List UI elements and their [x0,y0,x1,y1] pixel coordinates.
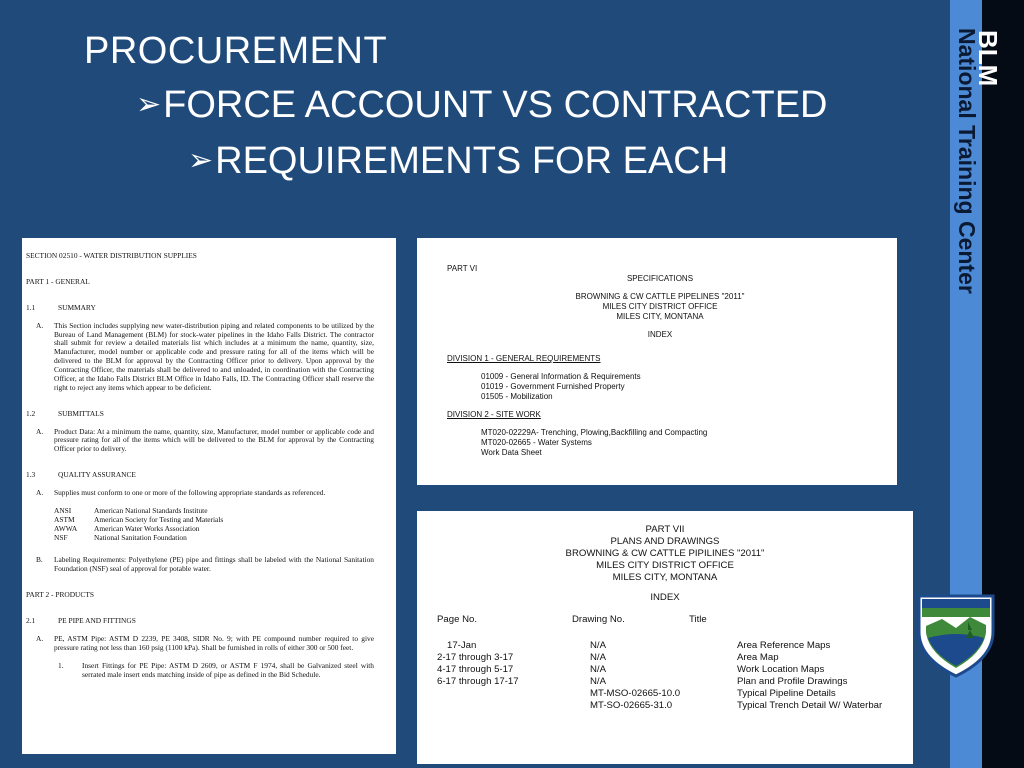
doc3-project: BROWNING & CW CATTLE PIPILINES "2011" [565,547,765,559]
doc2-division1: DIVISION 1 - GENERAL REQUIREMENTS [447,354,601,363]
doc1-part2: PART 2 - PRODUCTS [26,590,94,600]
doc1-s13b [26,556,374,574]
item-text: This Section includes supplying new water-distribution piping and related components to be utilized by the Bureau of Land Management (BLM) for stock-water pipelines in the Idaho Falls District. The contractor shall submit for review a detailed materials list which includes at a minimum the name, quantity, size, Manufacturer, model number or applicable code and pressure rating for all of the items which will be delivered to the BLM for approval by the Contracting Officer prior to delivery. Upon approval by the Contracting Officer, the materials shall be delivered to and unloaded, in coordination with the Contracting Officer, at the Idaho Falls District BLM Office in Idaho Falls, ID. The Contracting Officer shall reserve the right to reject any items which appear to be deficient. [54,320,374,392]
table-row: MT-SO-02665-31.0 Typical Trench Detail W/ Waterbar [590,699,883,711]
list-item: 01009 - General Information & Requirements [481,372,641,381]
section-number: 1.3 [26,470,36,480]
section-title: QUALITY ASSURANCE [58,470,136,480]
table-row: 17-Jan N/A Area Reference Maps [447,639,831,651]
section-number: 1.1 [26,302,36,312]
doc1-s13-heading [26,471,374,480]
doc1-section-title: SECTION 02510 - WATER DISTRIBUTION SUPPLIES [26,251,197,260]
doc1-part1: PART 1 - GENERAL [26,276,90,286]
table-row: 4-17 through 5-17 N/A Work Location Maps [437,663,825,675]
header-title: Title [689,613,707,625]
section-title: PE PIPE AND FITTINGS [58,616,136,625]
doc1-s11-heading [26,304,374,313]
table-row: 6-17 through 17-17 N/A Plan and Profile Drawings [437,675,848,687]
doc3-part: PART VII [645,524,685,535]
doc3-city: MILES CITY, MONTANA [612,571,718,583]
standard-row: ASTM American Society for Testing and Materials [54,514,224,524]
bullet-requirements [188,140,728,183]
doc1-s21a [26,635,374,653]
bullet-text: REQUIREMENTS FOR EACH [215,140,729,182]
doc2-division1-list [447,372,873,402]
item-number: 1. [58,660,64,670]
doc2-project: BROWNING & CW CATTLE PIPELINES "2011" [575,292,745,301]
list-item: 01505 - Mobilization [481,392,553,401]
arrow-bullet-icon: ➢ [136,88,162,121]
table-row: MT-MSO-02665-10.0 Typical Pipeline Details [590,687,836,699]
doc1-s12-heading [26,410,374,419]
doc2-part: PART VI [447,264,478,273]
doc2-division2-list [447,428,873,458]
header-drawing-no: Drawing No. [572,613,625,625]
item-text: Supplies must conform to one or more of the following appropriate standards as referenced. [54,488,326,497]
doc3-table-body [437,640,893,712]
item-letter: A. [36,488,44,497]
doc2-index: INDEX [647,330,673,339]
list-item: MT020-02665 - Water Systems [481,438,592,447]
item-letter: B. [36,555,43,565]
doc2-city: MILES CITY, MONTANA [616,312,704,321]
doc2-office: MILES CITY DISTRICT OFFICE [602,302,718,311]
slide-title: PROCUREMENT [84,30,388,72]
item-letter: A. [36,320,44,330]
doc3-index: INDEX [650,591,680,603]
doc-plans-drawings-index [417,511,913,764]
standard-row: ANSI American National Standards Institute [54,505,208,515]
arrow-bullet-icon: ➢ [188,144,214,177]
item-text: Product Data: At a minimum the name, quantity, size, Manufacturer, model number or applicable code and pressure rating for all of the items which will be delivered to the BLM for approval by the Contracting Officer prior to delivery. [54,426,374,454]
item-text: Labeling Requirements: Polyethylene (PE) pipe and fittings shall be labeled with the National Sanitation Foundation (NSF) seal of approval for potable water. [54,555,374,574]
brand-ntc-text: National Training Center [954,28,980,294]
list-item: Work Data Sheet [481,448,542,457]
doc1-s11a [26,322,374,393]
section-title: SUBMITTALS [58,408,104,418]
brand-blm-text: BLM [973,30,1003,87]
doc3-plans: PLANS AND DRAWINGS [610,535,720,547]
doc1-s21a1 [26,662,374,680]
doc-specifications-index [417,238,897,485]
item-text: Insert Fittings for PE Pipe: ASTM D 2609, or ASTM F 1974, shall be Galvanized steel with serrated male insert ends matching inside of pipe as defined in the Bid Schedule. [82,660,374,679]
section-number: 1.2 [26,408,36,418]
bullet-force-account [136,84,828,127]
doc-water-distribution-supplies [22,238,396,754]
doc1-s21-heading [26,617,374,626]
header-page-no: Page No. [437,613,478,625]
blm-logo-icon [916,592,996,678]
doc1-s12a [26,428,374,455]
list-item: 01019 - Government Furnished Property [481,382,625,391]
item-text: PE, ASTM Pipe: ASTM D 2239, PE 3408, SIDR No. 9; with PE compound number required to give pressure rating not less than 160 psig (1100 kPa). Shall be furnished in rolls of either 300 or 500 feet. [54,633,374,652]
table-row: 2-17 through 3-17 N/A Area Map [437,651,779,663]
list-item: MT020-02229A- Trenching, Plowing,Backfilling and Compacting [481,428,708,437]
section-number: 2.1 [26,616,36,625]
item-letter: A. [36,426,44,436]
bullet-text: FORCE ACCOUNT VS CONTRACTED [163,84,828,126]
doc1-standards-list [26,507,374,543]
doc1-s13a [26,489,374,498]
doc2-specs: SPECIFICATIONS [626,274,694,283]
standard-row: AWWA American Water Works Association [54,523,200,533]
section-title: SUMMARY [58,302,96,312]
standard-row: NSF National Sanitation Foundation [54,532,187,542]
item-letter: A. [36,633,44,643]
doc2-division2: DIVISION 2 - SITE WORK [447,410,541,419]
doc3-office: MILES CITY DISTRICT OFFICE [596,559,734,571]
doc3-table-header [437,614,893,626]
